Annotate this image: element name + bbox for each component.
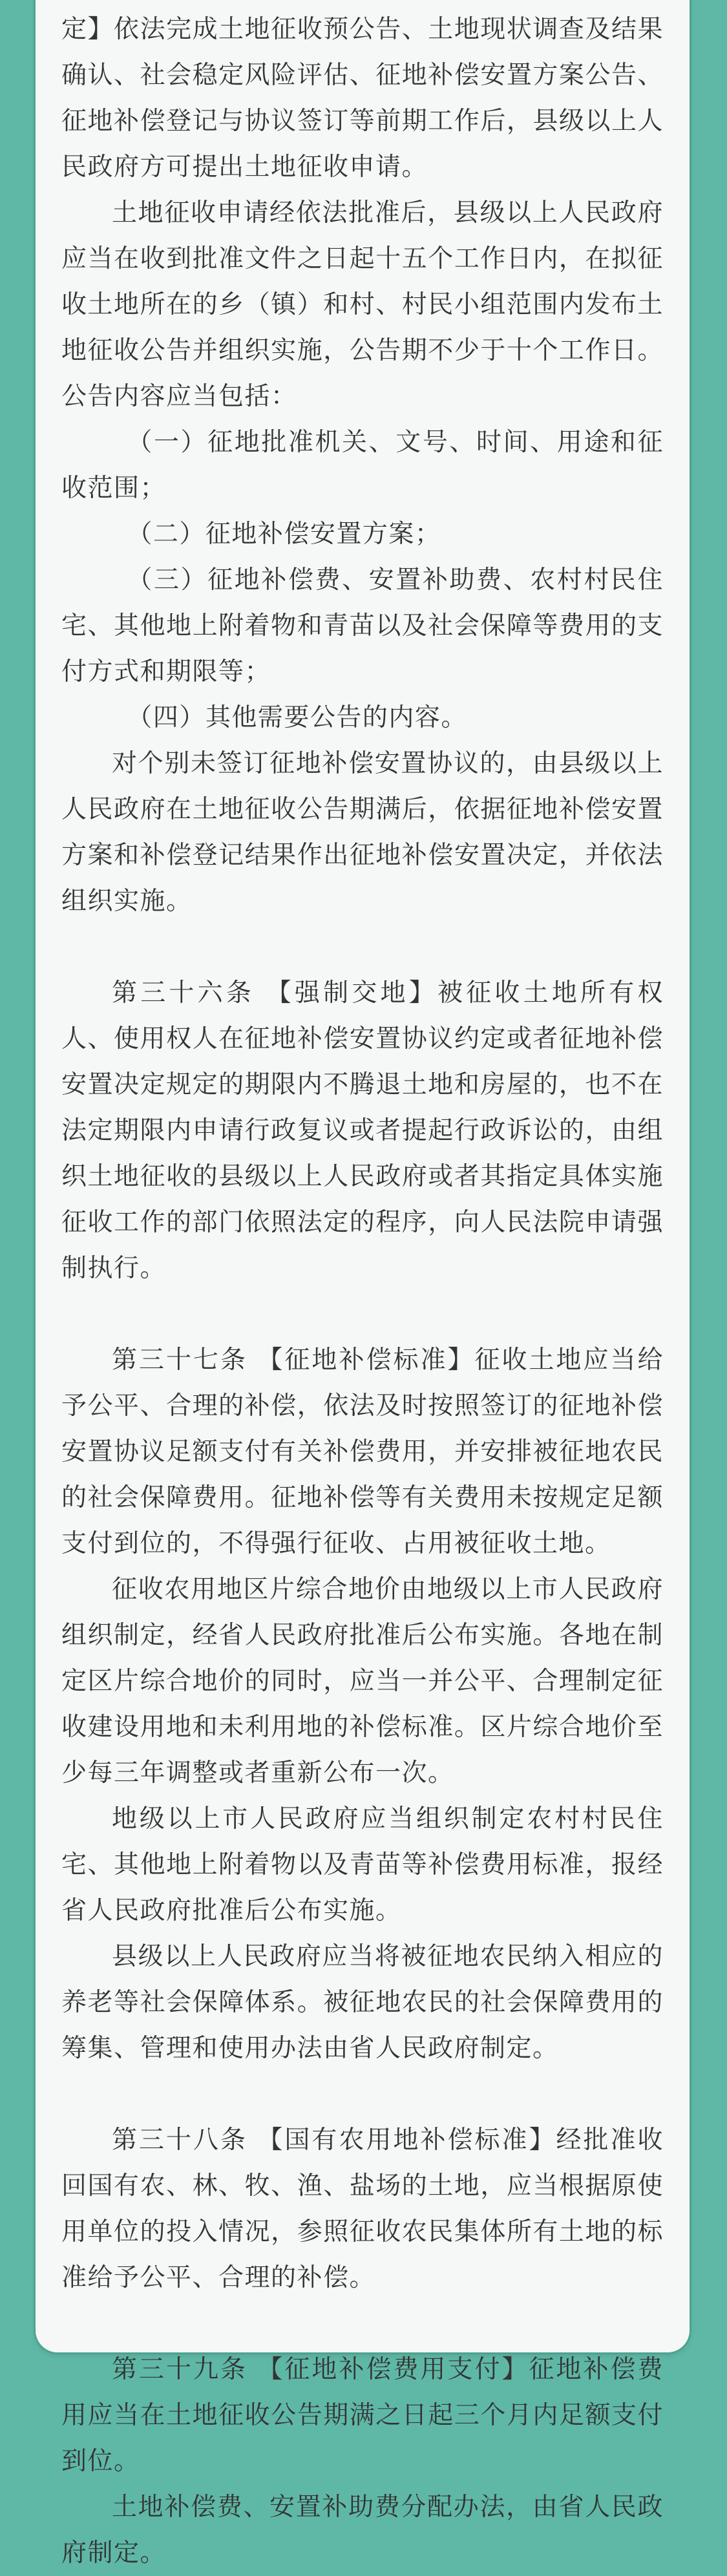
paragraph-approval-announcement: 土地征收申请经依法批准后，县级以上人民政府应当在收到批准文件之日起十五个工作日内，在拟征收土地所在的乡（镇）和村、村民小组范围内发布土地征收公告并组织实施，公告期不少于十个工作日。公告内容应当包括： [61,198,664,411]
article-36: 第三十六条 【强制交地】被征收土地所有权人、使用权人在征地补偿安置协议约定或者征地补偿安置决定规定的期限内不腾退土地和房屋的，也不在法定期限内申请行政复议或者提起行政诉讼的，由组织土地征收的县级以上人民政府或者其指定具体实施征收工作的部门依照法定的程序，向人民法院申请强制执行。 [61,978,664,1283]
article-39-paragraph-1: 第三十九条 【征地补偿费用支付】征地补偿费用应当在土地征收公告期满之日起三个月内足额支付到位。 [61,2355,664,2476]
list-item-1: （一）征地批准机关、文号、时间、用途和征收范围； [61,428,664,503]
article-38: 第三十八条 【国有农用地补偿标准】经批准收回国有农、林、牧、渔、盐场的土地，应当根据原使用单位的投入情况，参照征收农民集体所有土地的标准给予公平、合理的补偿。 [61,2126,664,2292]
regulation-text [61,6,664,2576]
article-37-paragraph-4: 县级以上人民政府应当将被征地农民纳入相应的养老等社会保障体系。被征地农民的社会保障费用的筹集、管理和使用办法由省人民政府制定。 [61,1942,664,2063]
list-item-3: （三）征地补偿费、安置补助费、农村村民住宅、其他地上附着物和青苗以及社会保障等费用的支付方式和期限等； [61,565,664,686]
paragraph-unsigned-agreements: 对个别未签订征地补偿安置协议的，由县级以上人民政府在土地征收公告期满后，依据征地补偿安置方案和补偿登记结果作出征地补偿安置决定，并依法组织实施。 [61,749,664,916]
article-37-paragraph-1: 第三十七条 【征地补偿标准】征收土地应当给予公平、合理的补偿，依法及时按照签订的征地补偿安置协议足额支付有关补偿费用，并安排被征地农民的社会保障费用。征地补偿等有关费用未按规定足额支付到位的，不得强行征收、占用被征收土地。 [61,1346,664,1558]
document-card [36,0,690,2568]
spacer [61,2071,664,2117]
spacer [61,1291,664,1337]
list-item-4: （四）其他需要公告的内容。 [127,703,467,732]
article-39-paragraph-2: 土地补偿费、安置补助费分配办法，由省人民政府制定。 [61,2493,664,2568]
article-37-paragraph-3: 地级以上市人民政府应当组织制定农村村民住宅、其他地上附着物以及青苗等补偿费用标准，报经省人民政府批准后公布实施。 [61,1804,664,1925]
spacer [61,924,664,970]
list-item-2: （二）征地补偿安置方案； [127,520,441,549]
article-37-paragraph-2: 征收农用地区片综合地价由地级以上市人民政府组织制定，经省人民政府批准后公布实施。各地在制定区片综合地价的同时，应当一并公平、合理制定征收建设用地和未利用地的补偿标准。区片综合地价至少每三年调整或者重新公布一次。 [61,1575,664,1788]
spacer [61,2301,664,2347]
paragraph-intro-continued: 定】依法完成土地征收预公告、土地现状调查及结果确认、社会稳定风险评估、征地补偿安置方案公告、征地补偿登记与协议签订等前期工作后，县级以上人民政府方可提出土地征收申请。 [61,15,664,182]
